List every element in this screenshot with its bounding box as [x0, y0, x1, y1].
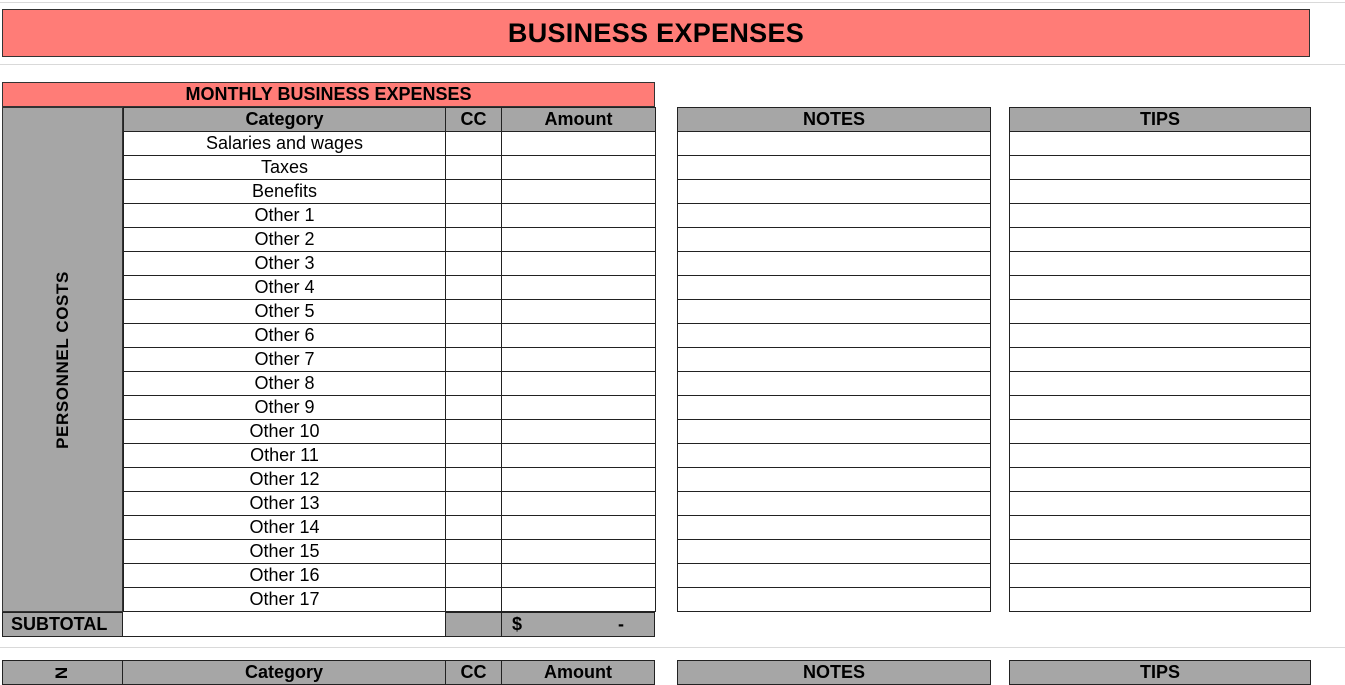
notes-row	[678, 492, 991, 516]
notes-cell[interactable]	[678, 444, 991, 468]
section-header: MONTHLY BUSINESS EXPENSES	[2, 82, 655, 107]
cc-cell[interactable]	[446, 276, 502, 300]
category-cell: Other 11	[124, 444, 446, 468]
table-row	[124, 348, 656, 372]
tips-row	[1010, 156, 1311, 180]
cc-cell[interactable]	[446, 156, 502, 180]
amount-cell[interactable]	[502, 132, 656, 156]
category-cell: Other 9	[124, 396, 446, 420]
cc-cell[interactable]	[446, 180, 502, 204]
notes-cell[interactable]	[678, 156, 991, 180]
column-header-category: Category	[124, 108, 446, 132]
cc-cell[interactable]	[446, 228, 502, 252]
subtotal-amount[interactable]	[501, 612, 655, 637]
cc-cell[interactable]	[446, 396, 502, 420]
table-row	[124, 180, 656, 204]
subtotal-label: SUBTOTAL	[2, 612, 123, 637]
subtotal-cc	[445, 612, 502, 637]
amount-cell[interactable]	[502, 492, 656, 516]
tips-row	[1010, 444, 1311, 468]
cc-cell[interactable]	[446, 468, 502, 492]
category-cell: Other 6	[124, 324, 446, 348]
amount-cell[interactable]	[502, 156, 656, 180]
gridline	[0, 647, 1345, 648]
table-header-row	[124, 108, 656, 132]
expense-table	[123, 107, 656, 612]
notes-row	[678, 156, 991, 180]
cc-cell[interactable]	[446, 540, 502, 564]
tips-row	[1010, 228, 1311, 252]
tips-row	[1010, 396, 1311, 420]
notes-cell[interactable]	[678, 324, 991, 348]
cc-cell[interactable]	[446, 492, 502, 516]
subtotal-value: -	[618, 614, 624, 634]
notes-cell[interactable]	[678, 372, 991, 396]
cc-cell[interactable]	[446, 348, 502, 372]
cc-cell[interactable]	[446, 420, 502, 444]
notes-cell[interactable]	[678, 276, 991, 300]
amount-cell[interactable]	[502, 396, 656, 420]
tips-cell[interactable]	[1010, 540, 1311, 564]
notes-cell[interactable]	[678, 420, 991, 444]
table-row	[124, 492, 656, 516]
notes-cell[interactable]	[678, 540, 991, 564]
table-row	[124, 204, 656, 228]
tips-cell[interactable]	[1010, 348, 1311, 372]
tips-cell[interactable]	[1010, 468, 1311, 492]
notes-cell[interactable]	[678, 564, 991, 588]
notes-cell[interactable]	[678, 396, 991, 420]
notes-row	[678, 588, 991, 612]
tips-cell[interactable]	[1010, 492, 1311, 516]
category-cell: Other 5	[124, 300, 446, 324]
tips-cell[interactable]	[1010, 420, 1311, 444]
tips-row	[1010, 372, 1311, 396]
notes-cell[interactable]	[678, 252, 991, 276]
notes-row	[678, 372, 991, 396]
notes-row	[678, 132, 991, 156]
notes-row	[678, 180, 991, 204]
notes-row	[678, 468, 991, 492]
tips-row	[1010, 540, 1311, 564]
table-row	[124, 564, 656, 588]
tips-row	[1010, 300, 1311, 324]
notes-row	[678, 564, 991, 588]
amount-cell[interactable]	[502, 276, 656, 300]
notes-row	[678, 204, 991, 228]
subtotal-currency: $	[512, 614, 523, 634]
category-group-label	[2, 107, 123, 612]
notes-cell[interactable]	[678, 132, 991, 156]
tips-cell[interactable]	[1010, 276, 1311, 300]
tips-cell[interactable]	[1010, 324, 1311, 348]
tips-cell[interactable]	[1010, 156, 1311, 180]
category-cell: Other 8	[124, 372, 446, 396]
cc-cell[interactable]	[446, 372, 502, 396]
amount-cell[interactable]	[502, 444, 656, 468]
next-column-header-category: Category	[122, 660, 446, 685]
table-row	[124, 276, 656, 300]
amount-cell[interactable]	[502, 348, 656, 372]
next-column-header-amount: Amount	[501, 660, 655, 685]
table-row	[124, 324, 656, 348]
tips-row	[1010, 204, 1311, 228]
tips-row	[1010, 252, 1311, 276]
notes-cell[interactable]	[678, 492, 991, 516]
tips-cell[interactable]	[1010, 252, 1311, 276]
amount-cell[interactable]	[502, 252, 656, 276]
table-row	[124, 252, 656, 276]
tips-row	[1010, 132, 1311, 156]
amount-cell[interactable]	[502, 324, 656, 348]
notes-row	[678, 516, 991, 540]
category-cell: Other 13	[124, 492, 446, 516]
category-cell: Benefits	[124, 180, 446, 204]
tips-row	[1010, 588, 1311, 612]
category-cell: Other 2	[124, 228, 446, 252]
category-cell: Other 3	[124, 252, 446, 276]
tips-cell[interactable]	[1010, 564, 1311, 588]
cc-cell[interactable]	[446, 516, 502, 540]
table-row	[124, 372, 656, 396]
notes-cell[interactable]	[678, 348, 991, 372]
notes-row	[678, 324, 991, 348]
notes-row	[678, 228, 991, 252]
amount-cell[interactable]	[502, 228, 656, 252]
next-tips-header: TIPS	[1009, 660, 1311, 685]
tips-cell[interactable]	[1010, 228, 1311, 252]
tips-row	[1010, 324, 1311, 348]
amount-cell[interactable]	[502, 204, 656, 228]
notes-cell[interactable]	[678, 468, 991, 492]
category-cell: Other 16	[124, 564, 446, 588]
table-row	[124, 300, 656, 324]
tips-row	[1010, 468, 1311, 492]
subtotal-blank	[122, 612, 446, 637]
tips-cell[interactable]	[1010, 300, 1311, 324]
notes-cell[interactable]	[678, 588, 991, 612]
table-row	[124, 588, 656, 612]
tips-cell[interactable]	[1010, 444, 1311, 468]
tips-row	[1010, 420, 1311, 444]
tips-row	[1010, 180, 1311, 204]
tips-cell[interactable]	[1010, 588, 1311, 612]
table-row	[124, 132, 656, 156]
category-cell: Other 15	[124, 540, 446, 564]
amount-cell[interactable]	[502, 564, 656, 588]
notes-row	[678, 300, 991, 324]
table-row	[124, 420, 656, 444]
notes-row	[678, 420, 991, 444]
notes-cell[interactable]	[678, 228, 991, 252]
notes-row	[678, 540, 991, 564]
gridline	[0, 2, 1345, 3]
amount-cell[interactable]	[502, 180, 656, 204]
tips-cell[interactable]	[1010, 132, 1311, 156]
next-category-group-label: N	[2, 660, 123, 685]
tips-cell[interactable]	[1010, 372, 1311, 396]
notes-row	[678, 348, 991, 372]
tips-row	[1010, 276, 1311, 300]
notes-cell[interactable]	[678, 204, 991, 228]
tips-cell[interactable]	[1010, 396, 1311, 420]
notes-row	[678, 396, 991, 420]
table-row	[124, 444, 656, 468]
notes-header: NOTES	[678, 108, 991, 132]
amount-cell[interactable]	[502, 420, 656, 444]
tips-row	[1010, 348, 1311, 372]
notes-cell[interactable]	[678, 516, 991, 540]
category-cell: Other 1	[124, 204, 446, 228]
column-header-amount: Amount	[502, 108, 656, 132]
table-row	[124, 156, 656, 180]
tips-row	[1010, 492, 1311, 516]
notes-cell[interactable]	[678, 300, 991, 324]
category-cell: Other 4	[124, 276, 446, 300]
tips-row	[1010, 564, 1311, 588]
tips-header: TIPS	[1010, 108, 1311, 132]
category-cell: Other 7	[124, 348, 446, 372]
tips-cell[interactable]	[1010, 180, 1311, 204]
tips-row	[1010, 516, 1311, 540]
category-cell: Other 10	[124, 420, 446, 444]
amount-cell[interactable]	[502, 516, 656, 540]
tips-cell[interactable]	[1010, 204, 1311, 228]
amount-cell[interactable]	[502, 300, 656, 324]
category-cell: Other 14	[124, 516, 446, 540]
cc-cell[interactable]	[446, 204, 502, 228]
table-row	[124, 540, 656, 564]
amount-cell[interactable]	[502, 468, 656, 492]
table-row	[124, 468, 656, 492]
amount-cell[interactable]	[502, 588, 656, 612]
table-row	[124, 396, 656, 420]
category-cell: Other 17	[124, 588, 446, 612]
cc-cell[interactable]	[446, 588, 502, 612]
cc-cell[interactable]	[446, 564, 502, 588]
gridline	[0, 64, 1345, 65]
page-title: BUSINESS EXPENSES	[2, 9, 1310, 57]
amount-cell[interactable]	[502, 540, 656, 564]
table-row	[124, 516, 656, 540]
amount-cell[interactable]	[502, 372, 656, 396]
cc-cell[interactable]	[446, 132, 502, 156]
category-cell: Salaries and wages	[124, 132, 446, 156]
category-cell: Taxes	[124, 156, 446, 180]
cc-cell[interactable]	[446, 252, 502, 276]
table-row	[124, 228, 656, 252]
notes-cell[interactable]	[678, 180, 991, 204]
notes-row	[678, 252, 991, 276]
category-cell: Other 12	[124, 468, 446, 492]
next-notes-header: NOTES	[677, 660, 991, 685]
tips-table	[1009, 107, 1311, 612]
cc-cell[interactable]	[446, 324, 502, 348]
cc-cell[interactable]	[446, 444, 502, 468]
cc-cell[interactable]	[446, 300, 502, 324]
notes-table	[677, 107, 991, 612]
tips-cell[interactable]	[1010, 516, 1311, 540]
column-header-cc: CC	[446, 108, 502, 132]
category-group-text: PERSONNEL COSTS	[52, 270, 72, 449]
next-column-header-cc: CC	[445, 660, 502, 685]
notes-row	[678, 444, 991, 468]
notes-row	[678, 276, 991, 300]
